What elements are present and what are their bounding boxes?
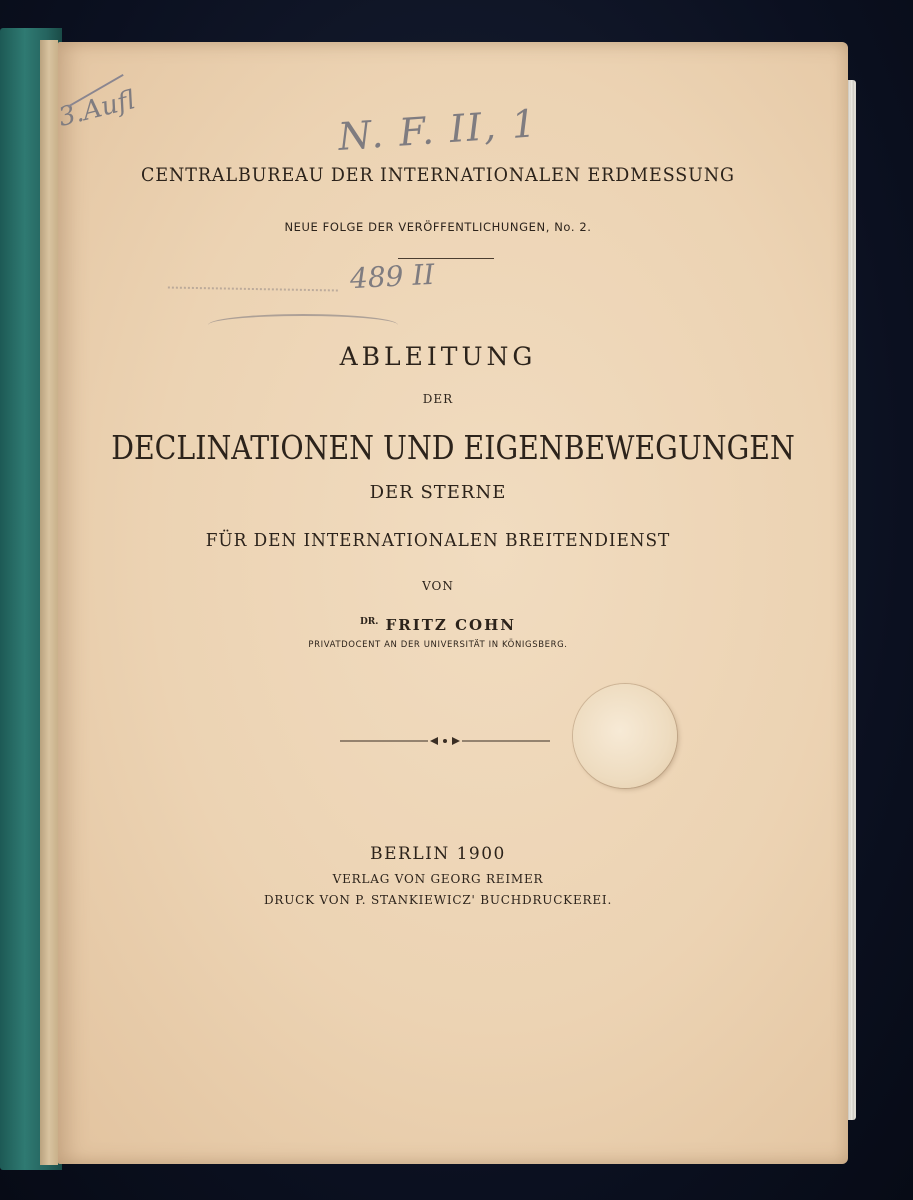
title-der: DER xyxy=(422,392,454,406)
title-der-sterne: DER STERNE xyxy=(369,482,507,503)
pencil-faint-note xyxy=(168,273,338,292)
place-year: BERLIN 1900 xyxy=(370,844,506,864)
short-rule xyxy=(398,258,494,259)
printer-line: DRUCK VON P. STANKIEWICZ' BUCHDRUCKEREI. xyxy=(263,893,613,907)
ornament-rule xyxy=(340,734,550,748)
title-fuer-line: FÜR DEN INTERNATIONALEN BREITENDIENST xyxy=(205,530,671,551)
series-line: NEUE FOLGE DER VERÖFFENTLICHUNGEN, No. 2. xyxy=(284,220,592,234)
pencil-strike xyxy=(67,74,144,144)
title-von: VON xyxy=(422,579,454,593)
title-ableitung: ABLEITUNG xyxy=(339,342,537,371)
author-line xyxy=(58,616,818,634)
title-page xyxy=(55,42,848,1164)
bureau-heading: CENTRALBUREAU DER INTERNATIONALEN ERDMESSUNG xyxy=(141,164,735,186)
author-role: PRIVATDOCENT AN DER UNIVERSITÄT IN KÖNIGSBERG. xyxy=(308,640,568,650)
pencil-shelf-mark: N. F. II, 1 xyxy=(336,101,540,159)
main-title: DECLINATIONEN UND EIGENBEWEGUNGEN xyxy=(111,428,795,467)
pencil-curve xyxy=(208,314,398,336)
author-prefix: DR. xyxy=(359,617,379,627)
pencil-number-mark: 489 II xyxy=(349,257,436,296)
embossed-stamp xyxy=(573,684,677,788)
author-name: FRITZ COHN xyxy=(385,616,516,634)
pencil-corner-mark: 3.Aufl xyxy=(55,85,139,133)
publisher-line: VERLAG VON GEORG REIMER xyxy=(332,872,544,886)
cover-edge xyxy=(40,40,58,1165)
